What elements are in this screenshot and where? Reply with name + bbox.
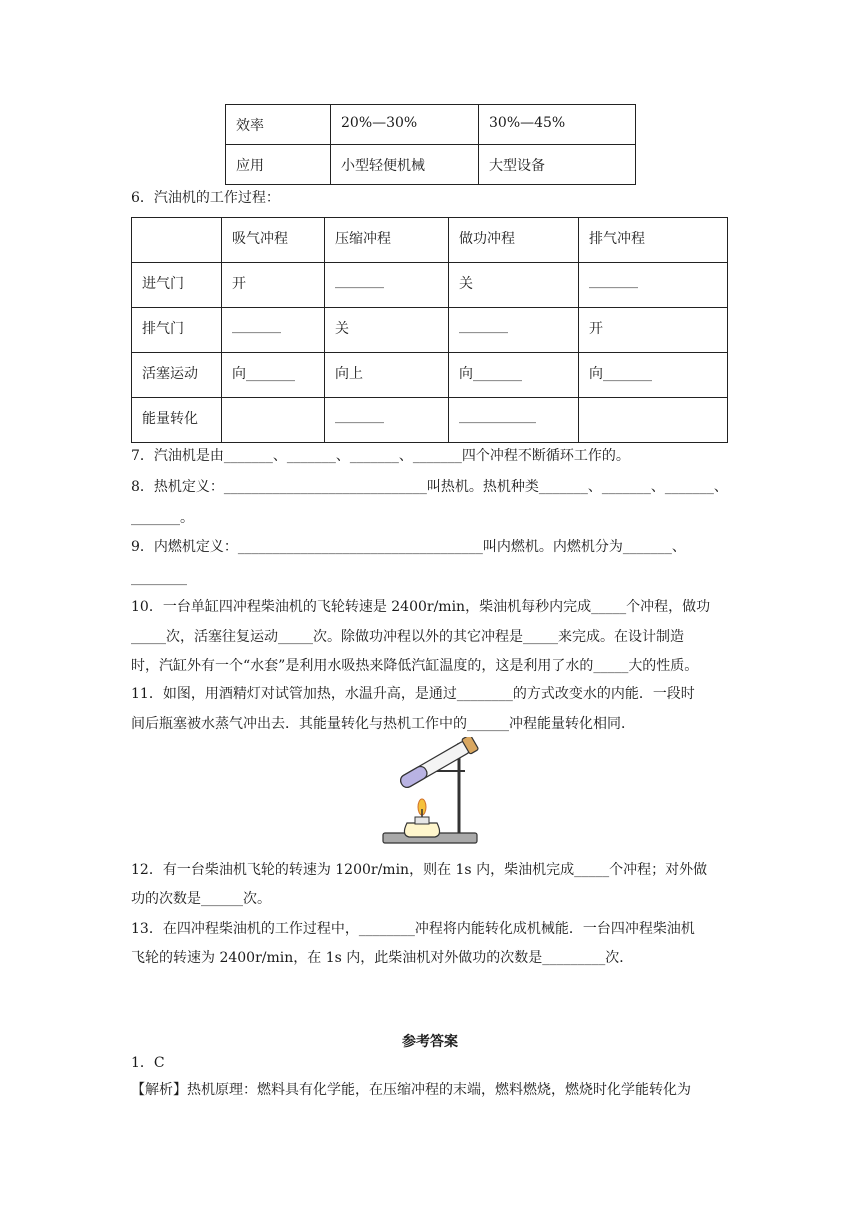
gasoline-table-body xyxy=(132,218,728,443)
question-7: 7．汽油机是由_______、_______、_______、_______四个冲程不断循环工作的。 xyxy=(131,448,630,464)
question-10-line-1: 10．一台单缸四冲程柴油机的飞轮转速是 2400r/min，柴油机每秒内完成_____个冲程，做功 xyxy=(131,599,711,615)
gasoline-table-cell: 关 xyxy=(449,263,579,308)
efficiency-table-cell: 小型轻便机械 xyxy=(331,145,479,185)
gasoline-table-cell: _______ xyxy=(579,263,728,308)
question-8-line-2: _______。 xyxy=(131,510,194,526)
gasoline-engine-table xyxy=(131,217,728,443)
question-10-line-3: 时，汽缸外有一个“水套”是利用水吸热来降低汽缸温度的，这是利用了水的_____大的性质。 xyxy=(131,658,699,674)
question-8-line-1: 8．热机定义：_____________________________叫热机。热机种类_______、_______、_______、 xyxy=(131,479,728,495)
question-9-line-1: 9．内燃机定义：___________________________________叫内燃机。内燃机分为_______、 xyxy=(131,539,686,555)
gasoline-table-cell: _______ xyxy=(325,398,449,443)
answer-1: 1．C xyxy=(131,1055,165,1071)
efficiency-table-cell: 效率 xyxy=(226,105,331,145)
gasoline-table-cell: 开 xyxy=(222,263,325,308)
efficiency-table-body xyxy=(226,105,636,185)
gasoline-table-header-row xyxy=(132,218,728,263)
gasoline-table-row xyxy=(132,308,728,353)
efficiency-table-row xyxy=(226,105,636,145)
gasoline-table-cell: 向_______ xyxy=(579,353,728,398)
gasoline-table-header-cell: 做功冲程 xyxy=(449,218,579,263)
efficiency-table xyxy=(225,104,636,185)
gasoline-table-header-cell xyxy=(132,218,222,263)
efficiency-table-row xyxy=(226,145,636,185)
question-13-line-1: 13．在四冲程柴油机的工作过程中，________冲程将内能转化成机械能．一台四冲程柴油机 xyxy=(131,921,695,937)
gasoline-table-cell: ___________ xyxy=(449,398,579,443)
question-12-line-1: 12．有一台柴油机飞轮的转速为 1200r/min，则在 1s 内，柴油机完成_____个冲程；对外做 xyxy=(131,862,708,878)
gasoline-table-header-cell: 排气冲程 xyxy=(579,218,728,263)
efficiency-table-cell: 30%—45% xyxy=(479,105,636,145)
gasoline-table-cell: 活塞运动 xyxy=(132,353,222,398)
question-9-line-2: ________ xyxy=(131,570,187,586)
question-13-line-2: 飞轮的转速为 2400r/min，在 1s 内，此柴油机对外做功的次数是_________次． xyxy=(131,950,634,966)
alcohol-lamp-test-tube-figure xyxy=(375,737,485,849)
gasoline-table-cell xyxy=(222,398,325,443)
gasoline-table-cell: _______ xyxy=(449,308,579,353)
gasoline-table-cell: 向上 xyxy=(325,353,449,398)
gasoline-table-cell: 开 xyxy=(579,308,728,353)
gasoline-table-cell: _______ xyxy=(325,263,449,308)
gasoline-table-cell xyxy=(579,398,728,443)
question-11-line-2: 间后瓶塞被水蒸气冲出去．其能量转化与热机工作中的______冲程能量转化相同． xyxy=(131,716,635,732)
gasoline-table-cell: 向_______ xyxy=(222,353,325,398)
gasoline-table-header-cell: 压缩冲程 xyxy=(325,218,449,263)
answer-1-analysis: 【解析】热机原理：燃料具有化学能，在压缩冲程的末端，燃料燃烧，燃烧时化学能转化为 xyxy=(131,1082,691,1098)
q6-title: 6．汽油机的工作过程： xyxy=(131,190,280,206)
efficiency-table-cell: 应用 xyxy=(226,145,331,185)
gasoline-table-cell: 向_______ xyxy=(449,353,579,398)
gasoline-table-row xyxy=(132,263,728,308)
question-10-line-2: _____次，活塞往复运动_____次。除做功冲程以外的其它冲程是_____来完成。在设计制造 xyxy=(131,629,684,645)
gasoline-table-cell: 能量转化 xyxy=(132,398,222,443)
gasoline-table-cell: 关 xyxy=(325,308,449,353)
question-11-line-1: 11．如图，用酒精灯对试管加热，水温升高，是通过________的方式改变水的内能．一段时 xyxy=(131,686,695,702)
gasoline-table-cell: 进气门 xyxy=(132,263,222,308)
gasoline-table-cell: 排气门 xyxy=(132,308,222,353)
efficiency-table-cell: 20%—30% xyxy=(331,105,479,145)
gasoline-table-header-cell: 吸气冲程 xyxy=(222,218,325,263)
gasoline-table-row xyxy=(132,353,728,398)
answers-heading: 参考答案 xyxy=(402,1034,458,1050)
gasoline-table-row xyxy=(132,398,728,443)
gasoline-table-cell: _______ xyxy=(222,308,325,353)
efficiency-table-cell: 大型设备 xyxy=(479,145,636,185)
question-12-line-2: 功的次数是______次。 xyxy=(131,891,271,907)
